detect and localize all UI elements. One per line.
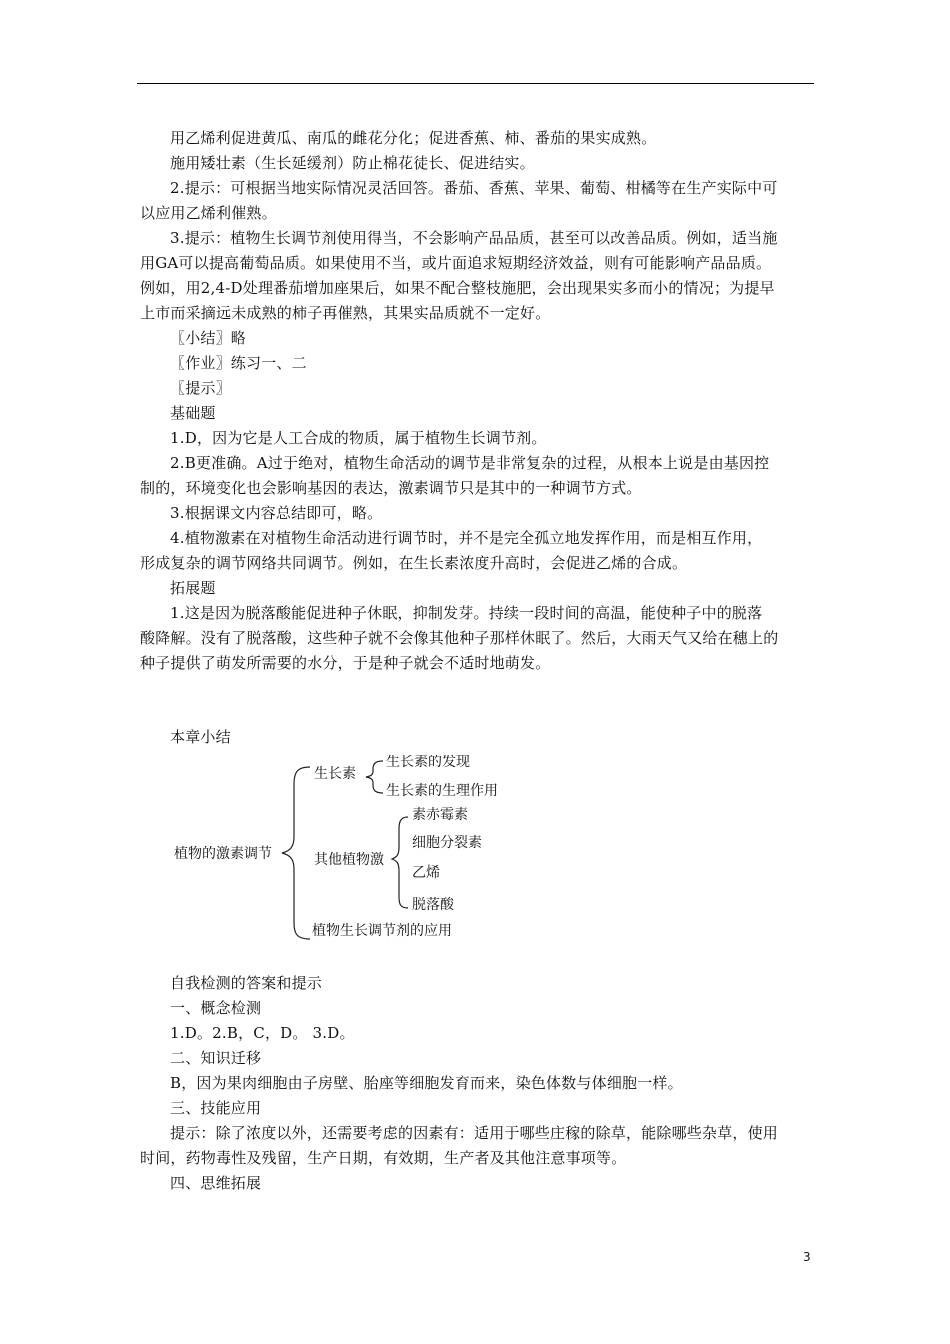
text-line: 时间，药物毒性及残留，生产日期，有效期，生产者及其他注意事项等。 — [140, 1149, 627, 1167]
text-line: 用乙烯利促进黄瓜、南瓜的雌花分化；促进香蕉、柿、番茄的果实成熟。 — [170, 129, 657, 147]
diagram-branch2-child: 乙烯 — [412, 865, 440, 881]
diagram-branch1-child: 生长素的发现 — [386, 755, 470, 770]
text-line: 2.提示：可根据当地实际情况灵活回答。番茄、香蕉、苹果、葡萄、柑橘等在生产实际中可 — [170, 179, 778, 197]
text-line: 〖作业〗练习一、二 — [170, 354, 307, 372]
text-line: 拓展题 — [170, 579, 216, 597]
diagram-branch1: 生长素 — [314, 766, 356, 782]
diagram-branch2-child: 脱落酸 — [412, 897, 454, 913]
text-line: 基础题 — [170, 404, 216, 422]
page-number: 3 — [803, 1250, 811, 1264]
text-line: 〖提示〗 — [170, 379, 231, 397]
text-line: 用GA可以提高葡萄品质。如果使用不当，或片面追求短期经济效益，则有可能影响产品品质。 — [140, 254, 772, 272]
text-line: 例如，用2,4-D处理番茄增加座果后，如果不配合整枝施肥，会出现果实多而小的情况；为提早 — [140, 279, 775, 297]
text-line: 4.植物激素在对植物生命活动进行调节时，并不是完全孤立地发挥作用，而是相互作用， — [170, 529, 763, 547]
diagram-branch1-child: 生长素的生理作用 — [386, 783, 498, 799]
text-line: 1.这是因为脱落酸能促进种子休眠，抑制发芽。持续一段时间的高温，能使种子中的脱落 — [170, 604, 763, 622]
text-line: 1.D，因为它是人工合成的物质，属于植物生长调节剂。 — [170, 429, 547, 447]
diagram-branch2-child: 细胞分裂素 — [412, 835, 482, 851]
diagram-branch2-child: 素赤霉素 — [412, 807, 468, 823]
text-line: 3.根据课文内容总结即可，略。 — [170, 504, 383, 522]
text-line: 上市而采摘远未成熟的柿子再催熟，其果实品质就不一定好。 — [140, 304, 551, 322]
text-line: 施用矮壮素（生长延缓剂）防止棉花徒长、促进结实。 — [170, 154, 535, 172]
text-line: 一、概念检测 — [170, 999, 262, 1017]
text-line: 二、知识迁移 — [170, 1049, 262, 1067]
text-line: 种子提供了萌发所需要的水分，于是种子就会不适时地萌发。 — [140, 654, 551, 672]
text-line: 2.B更准确。A过于绝对，植物生命活动的调节是非常复杂的过程，从根本上说是由基因控 — [170, 454, 770, 472]
concept-diagram — [170, 755, 530, 945]
diagram-root: 植物的激素调节 — [174, 846, 272, 862]
text-line: 1.D。2.B，C，D。 3.D。 — [170, 1024, 355, 1042]
text-line: 3.提示：植物生长调节剂使用得当，不会影响产品品质，甚至可以改善品质。例如，适当施 — [170, 229, 778, 247]
text-line: 制的，环境变化也会影响基因的表达，激素调节只是其中的一种调节方式。 — [140, 479, 642, 497]
text-line: 提示：除了浓度以外，还需要考虑的因素有：适用于哪些庄稼的除草，能除哪些杂草，使用 — [170, 1124, 779, 1142]
diagram-branch2: 其他植物激 — [314, 852, 384, 868]
chapter-summary-heading: 本章小结 — [170, 728, 231, 746]
text-line: 〖小结〗略 — [170, 329, 247, 347]
branch2-brace — [392, 817, 408, 908]
text-line: 以应用乙烯利催熟。 — [140, 204, 277, 222]
text-line: 三、技能应用 — [170, 1099, 262, 1117]
text-line: 四、思维拓展 — [170, 1174, 262, 1192]
text-line: B，因为果肉细胞由子房壁、胎座等细胞发育而来，染色体数与体细胞一样。 — [170, 1074, 683, 1092]
text-line: 酸降解。没有了脱落酸，这些种子就不会像其他种子那样休眠了。然后，大雨天气又给在穗上的 — [140, 629, 779, 647]
branch1-brace — [366, 761, 383, 793]
text-line: 形成复杂的调节网络共同调节。例如，在生长素浓度升高时，会促进乙烯的合成。 — [140, 554, 688, 572]
text-line: 自我检测的答案和提示 — [170, 974, 323, 992]
diagram-branch3: 植物生长调节剂的应用 — [312, 923, 452, 939]
header-rule — [137, 83, 814, 84]
root-brace — [282, 767, 310, 939]
